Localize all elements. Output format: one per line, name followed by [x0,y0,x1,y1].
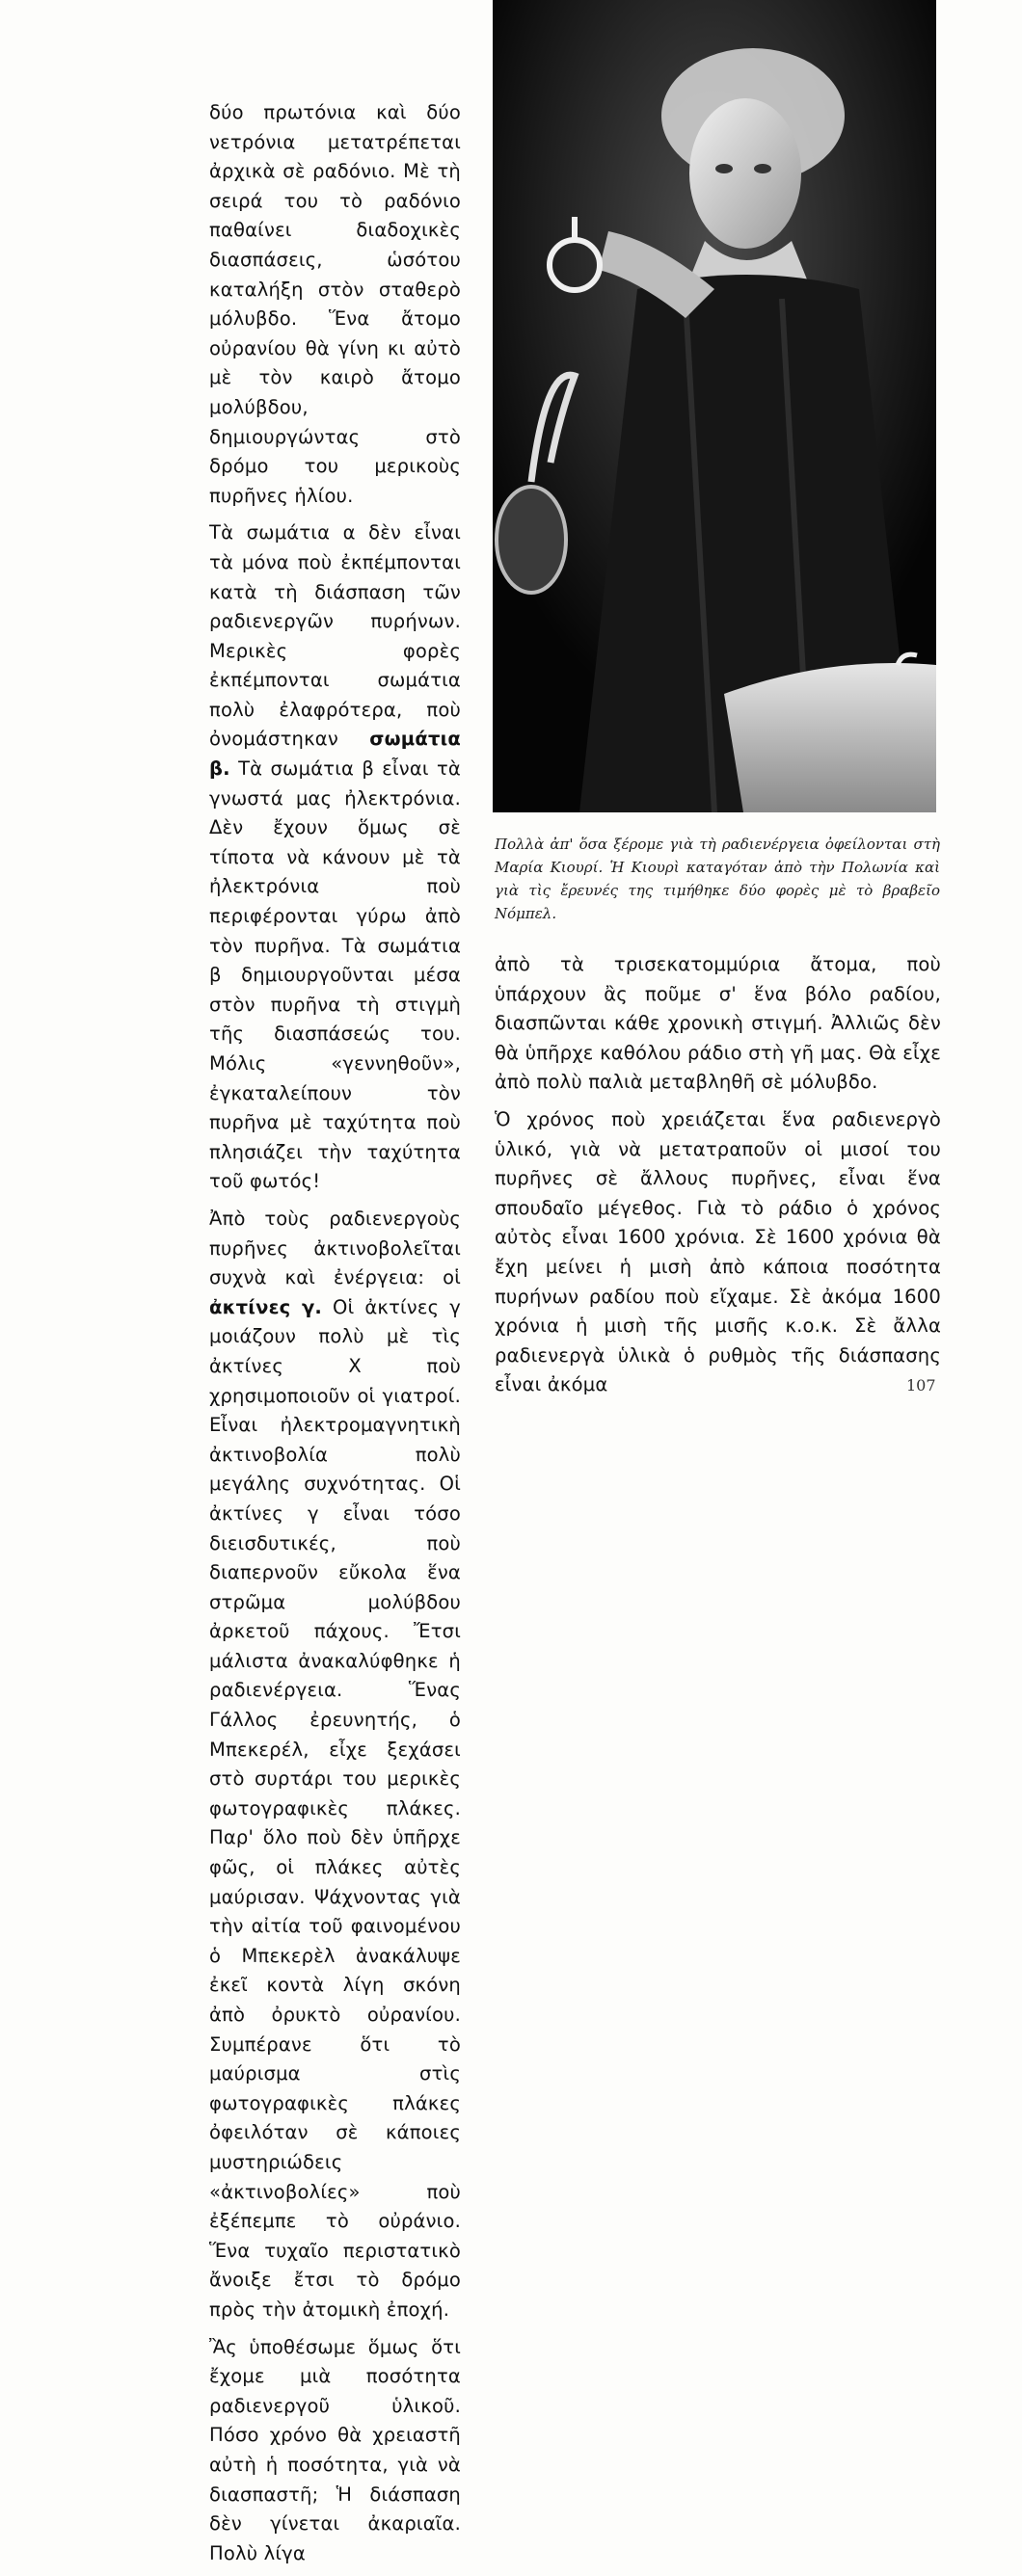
text-run: Οἱ ἀκτίνες γ μοιάζουν πολὺ μὲ τὶς ἀκτίνες Χ ποὺ χρησιμοποιοῦν οἱ γιατροί. Εἶναι ἠλεκτρομαγνητικὴ ἀκτινοβολία πολὺ μεγάλης συχνότητας. Οἱ ἀκτίνες γ εἶναι τόσο διεισδυτικές, ποὺ διαπερνοῦν εὔκολα ἕνα στρῶμα μολύβδου ἀρκετοῦ πάχους. Ἔτσι μάλιστα ἀνακαλύφθηκε ἡ ραδιενέργεια. Ἕνας Γάλλος ἐρευνητής, ὁ Μπεκερέλ, εἶχε ξεχάσει στὸ συρτάρι του μερικὲς φωτογραφικὲς πλάκες. Παρ' ὅλο ποὺ δὲν ὑπῆρχε φῶς, οἱ πλάκες αὐτὲς μαύρισαν. Ψάχνοντας γιὰ τὴν αἰτία τοῦ φαινομένου ὁ Μπεκερὲλ ἀνακάλυψε ἐκεῖ κοντὰ λίγη σκόνη ἀπὸ ὀρυκτὸ οὐρανίου. Συμπέρανε ὅτι τὸ μαύρισμα στὶς φωτογραφικὲς πλάκες ὀφειλόταν σὲ κάποιες μυστηριώδεις «ἀκτινοβολίες» ποὺ ἐξέπεμπε τὸ οὐράνιο. Ἕνα τυχαῖο περιστατικὸ ἄνοιξε ἔτσι τὸ δρόμο πρὸς τὴν ἀτομικὴ ἐποχή. [209,1295,461,2321]
paragraph-decay-chain: δύο πρωτόνια καὶ δύο νετρόνια μετατρέπεται ἀρχικὰ σὲ ραδόνιο. Μὲ τὴ σειρά του τὸ ραδόνιο παθαίνει διαδοχικὲς διασπάσεις, ὡσότου καταλήξη στὸν σταθερὸ μόλυβδο. Ἕνα ἄτομο οὐρανίου θὰ γίνη κι αὐτὸ μὲ τὸν καιρὸ ἄτομο μολύβδου, δημιουργώντας στὸ δρόμο του μερικοὺς πυρῆνες ἡλίου. [209,101,461,507]
text-run: Τὰ σωμάτια α δὲν εἶναι τὰ μόνα ποὺ ἐκπέμπονται κατὰ τὴ διάσπαση τῶν ραδιενεργῶν πυρήνων. Μερικὲς φορὲς ἐκπέμπονται σωμάτια πολὺ ἐλαφρότερα, ποὺ ὀνομάστηκαν [209,521,461,751]
term-gamma-rays: ἀκτίνες γ. [209,1295,323,1318]
paragraph-gamma-rays [209,1205,461,2325]
term-beta-particles: σωμάτια β. [209,728,461,781]
photo-caption: Πολλὰ ἀπ' ὅσα ξέρομε γιὰ τὴ ραδιενέργεια ὀφείλονται στὴ Μαρία Κιουρί. Ἡ Κιουρὶ καταγόταν ἀπὸ τὴν Πολωνία καὶ γιὰ τὶς ἔρευνές της τιμήθηκε δύο φορὲς μὲ τὸ βραβεῖο Νόμπελ. [495,836,940,922]
left-text-column [209,98,461,2576]
paragraph-half-life: Ὁ χρόνος ποὺ χρειάζεται ἕνα ραδιενεργὸ ὑλικό, γιὰ νὰ μετατραποῦν οἱ μισοί του πυρῆνες σὲ ἄλλους πυρῆνες, εἶναι ἕνα σπουδαῖο μέγεθος. Γιὰ τὸ ράδιο ὁ χρόνος αὐτὸς εἶναι 1600 χρόνια. Σὲ 1600 χρόνια θὰ ἔχη μείνει ἡ μισὴ ἀπὸ κάποια ποσότητα πυρήνων ραδίου ποὺ εἴχαμε. Σὲ ἀκόμα 1600 χρόνια ἡ μισὴ τῆς μισῆς κ.ο.κ. Σὲ ἄλλα ραδιενεργὰ ὑλικὰ ὁ ρυθμὸς τῆς διάσπασης εἶναι ἀκόμα [495,1107,941,1396]
page-number: 107 [906,1376,936,1394]
text-run: Τὰ σωμάτια β εἶναι τὰ γνωστά μας ἠλεκτρόνια. Δὲν ἔχουν ὅμως σὲ τίποτα νὰ κάνουν μὲ τὰ ἠλεκτρόνια ποὺ περιφέρονται γύρω ἀπὸ τὸν πυρῆνα. Τὰ σωμάτια β δημιουργοῦνται μέσα στὸν πυρῆνα τὴ στιγμὴ τῆς διασπάσεώς του. Μόλις «γεννηθοῦν», ἐγκαταλείπουν τὸν πυρῆνα μὲ ταχύτητα ποὺ πλησιάζει τὴν ταχύτητα τοῦ φωτός! [209,757,461,1193]
right-text-column [495,950,941,1408]
photo-illustration [493,0,936,812]
paragraph-radium-atoms: ἀπὸ τὰ τρισεκατομμύρια ἄτομα, ποὺ ὑπάρχουν ἂς ποῦμε σ' ἕνα βόλο ραδίου, διασπῶνται κάθε χρονικὴ στιγμή. Ἀλλιῶς δὲν θὰ ὑπῆρχε καθόλου ράδιο στὴ γῆ μας. Θὰ εἶχε ἀπὸ πολὺ παλιὰ μεταβληθῆ σὲ μόλυβδο. [495,953,941,1094]
text-run: Ἀπὸ τοὺς ραδιενεργοὺς πυρῆνες ἀκτινοβολεῖται συχνὰ καὶ ἐνέργεια: οἱ [209,1207,461,1289]
paragraph-beta-particles [209,518,461,1197]
paragraph-half-life-intro: Ἂς ὑποθέσωμε ὅμως ὅτι ἔχομε μιὰ ποσότητα ραδιενεργοῦ ὑλικοῦ. Πόσο χρόνο θὰ χρειαστῆ αὐτὴ ἡ ποσότητα, γιὰ νὰ διασπαστῆ; Ἡ διάσπαση δὲν γίνεται ἀκαριαῖα. Πολὺ λίγα [209,2335,461,2564]
marie-curie-photo [493,0,936,812]
